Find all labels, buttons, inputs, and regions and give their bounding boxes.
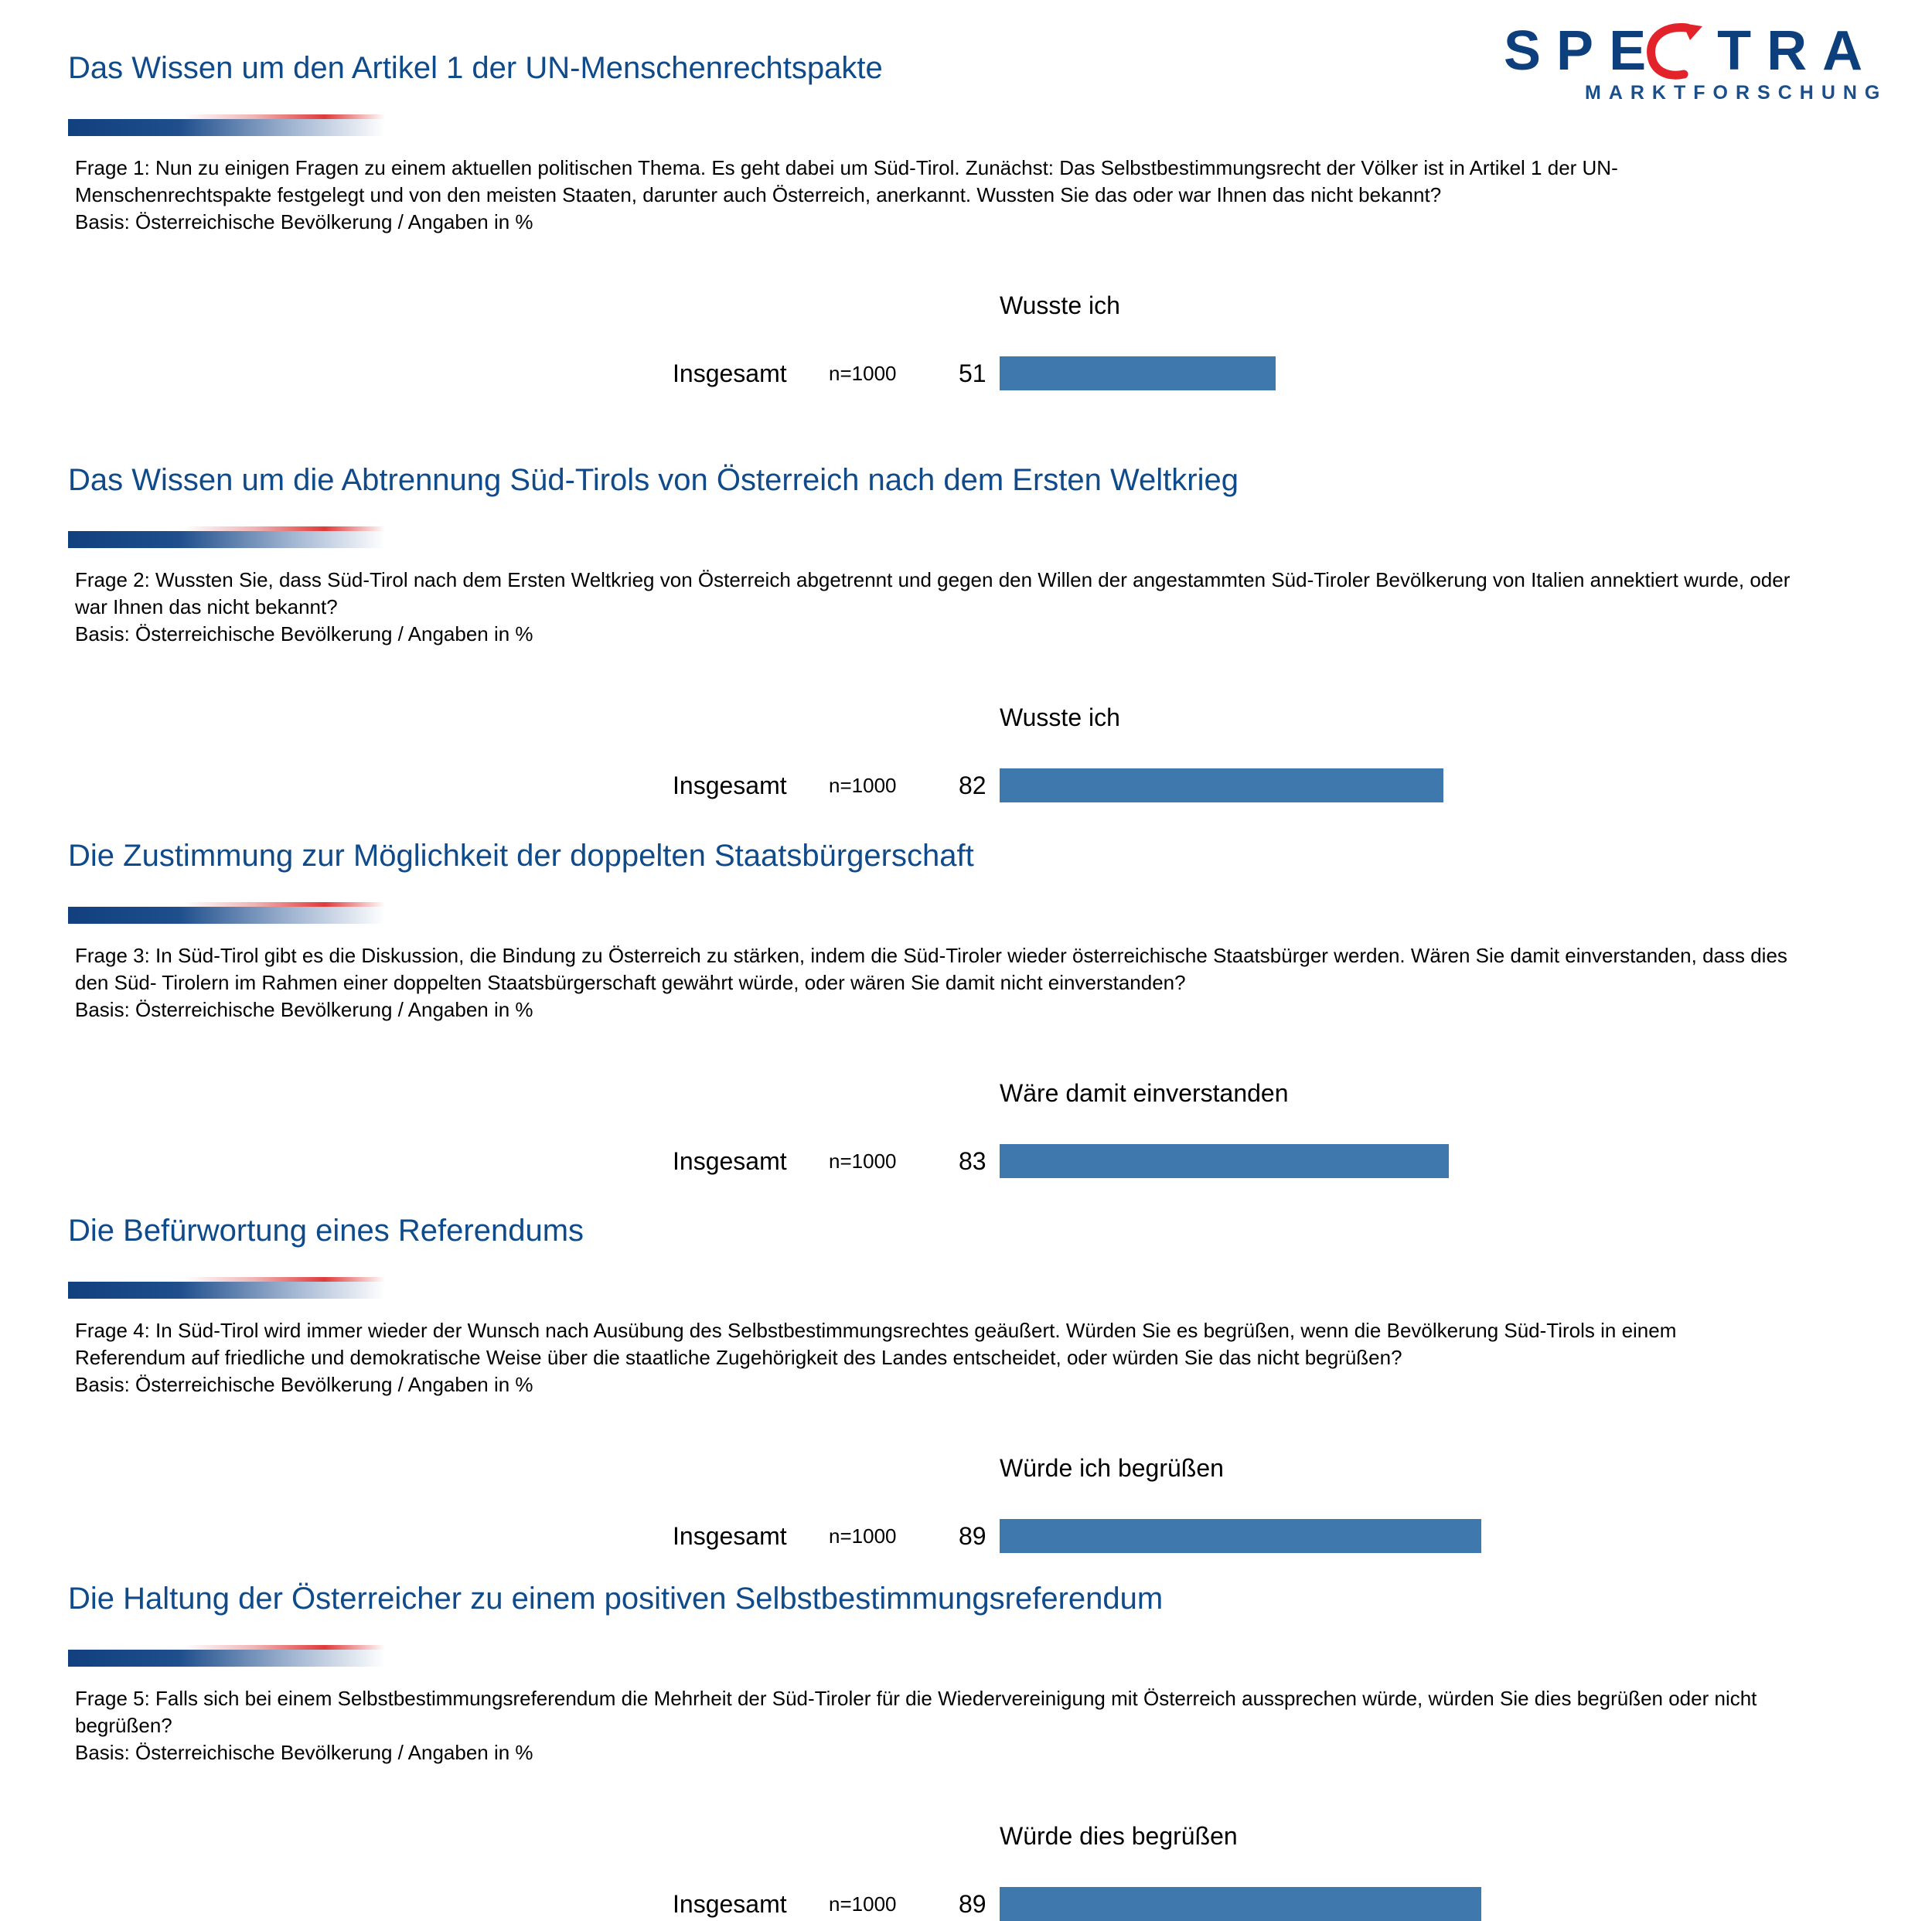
section-title: Die Befürwortung eines Referendums	[68, 1214, 584, 1248]
decorative-stripe	[68, 114, 385, 136]
answer-category: Wäre damit einverstanden	[1000, 1079, 1289, 1107]
sample-size: n=1000	[829, 774, 897, 797]
bar	[1000, 1519, 1481, 1553]
question-text: Frage 3: In Süd-Tirol gibt es die Diskussion, die Bindung zu Österreich zu stärken, indem die Süd-Tiroler wieder österreichische Staatsbürger werden. Wären Sie damit einverstanden, dass dies den Süd- Tirolern im Rahmen einer doppelten Staatsbürgerschaft gewährt würde, oder wären Sie damit nicht einverstanden?	[75, 944, 1787, 994]
row-label: Insgesamt	[673, 1522, 787, 1550]
decorative-stripe	[68, 902, 385, 924]
survey-section-1	[0, 49, 1932, 413]
logo-subtitle: MARKTFORSCHUNG	[1585, 82, 1888, 104]
answer-category: Würde ich begrüßen	[1000, 1454, 1224, 1482]
section-title: Die Zustimmung zur Möglichkeit der doppelten Staatsbürgerschaft	[68, 839, 974, 873]
logo-wordmark: SPE TRA	[1504, 20, 1879, 82]
data-label: 51	[959, 359, 986, 387]
sample-size: n=1000	[829, 1150, 897, 1173]
bar	[1000, 1144, 1449, 1178]
row-label: Insgesamt	[673, 1147, 787, 1175]
data-label: 89	[959, 1890, 986, 1918]
row-label: Insgesamt	[673, 359, 787, 387]
answer-category: Wusste ich	[1000, 703, 1120, 731]
basis-note: Basis: Österreichische Bevölkerung / Angaben in %	[75, 210, 533, 233]
bar	[1000, 1887, 1481, 1921]
survey-section-3	[0, 837, 1932, 1201]
survey-section-2	[0, 462, 1932, 825]
sample-size: n=1000	[829, 362, 897, 385]
survey-section-5	[0, 1580, 1932, 1917]
bar	[1000, 768, 1443, 802]
question-text: Frage 5: Falls sich bei einem Selbstbestimmungsreferendum die Mehrheit der Süd-Tiroler für die Wiedervereinigung mit Österreich aussprechen würde, würden Sie dies begrüßen oder nicht begrüßen?	[75, 1687, 1757, 1737]
basis-note: Basis: Österreichische Bevölkerung / Angaben in %	[75, 998, 533, 1021]
answer-category: Würde dies begrüßen	[1000, 1822, 1238, 1850]
decorative-stripe	[68, 1277, 385, 1299]
row-label: Insgesamt	[673, 1890, 787, 1918]
sample-size: n=1000	[829, 1892, 897, 1916]
survey-section-4	[0, 1212, 1932, 1575]
bar	[1000, 356, 1276, 390]
data-label: 83	[959, 1147, 986, 1175]
section-title: Das Wissen um den Artikel 1 der UN-Menschenrechtspakte	[68, 51, 883, 85]
answer-category: Wusste ich	[1000, 291, 1120, 319]
question-text: Frage 4: In Süd-Tirol wird immer wieder der Wunsch nach Ausübung des Selbstbestimmungsrechtes geäußert. Würden Sie es begrüßen, wenn die Bevölkerung Süd-Tirols in einem Referendum auf friedliche und demokratische Weise über die staatliche Zugehörigkeit des Landes entscheidet, oder würden Sie das nicht begrüßen?	[75, 1319, 1677, 1369]
section-title: Die Haltung der Österreicher zu einem positiven Selbstbestimmungsreferendum	[68, 1582, 1164, 1616]
sample-size: n=1000	[829, 1524, 897, 1548]
basis-note: Basis: Österreichische Bevölkerung / Angaben in %	[75, 1741, 533, 1764]
section-title: Das Wissen um die Abtrennung Süd-Tirols von Österreich nach dem Ersten Weltkrieg	[68, 463, 1239, 497]
question-text: Frage 2: Wussten Sie, dass Süd-Tirol nach dem Ersten Weltkrieg von Österreich abgetrennt und gegen den Willen der angestammten Süd-Tiroler Bevölkerung von Italien annektiert wurde, oder war Ihnen das nicht bekannt?	[75, 568, 1791, 618]
basis-note: Basis: Österreichische Bevölkerung / Angaben in %	[75, 622, 533, 645]
data-label: 89	[959, 1522, 986, 1550]
basis-note: Basis: Österreichische Bevölkerung / Angaben in %	[75, 1373, 533, 1396]
decorative-stripe	[68, 1645, 385, 1667]
row-label: Insgesamt	[673, 771, 787, 799]
decorative-stripe	[68, 526, 385, 548]
question-text: Frage 1: Nun zu einigen Fragen zu einem aktuellen politischen Thema. Es geht dabei um Süd-Tirol. Zunächst: Das Selbstbestimmungsrecht der Völker ist in Artikel 1 der UN-Menschenrechtspakte festgelegt und von den meisten Staaten, darunter auch Österreich, anerkannt. Wussten Sie das oder war Ihnen das nicht bekannt?	[75, 156, 1618, 206]
data-label: 82	[959, 771, 986, 799]
